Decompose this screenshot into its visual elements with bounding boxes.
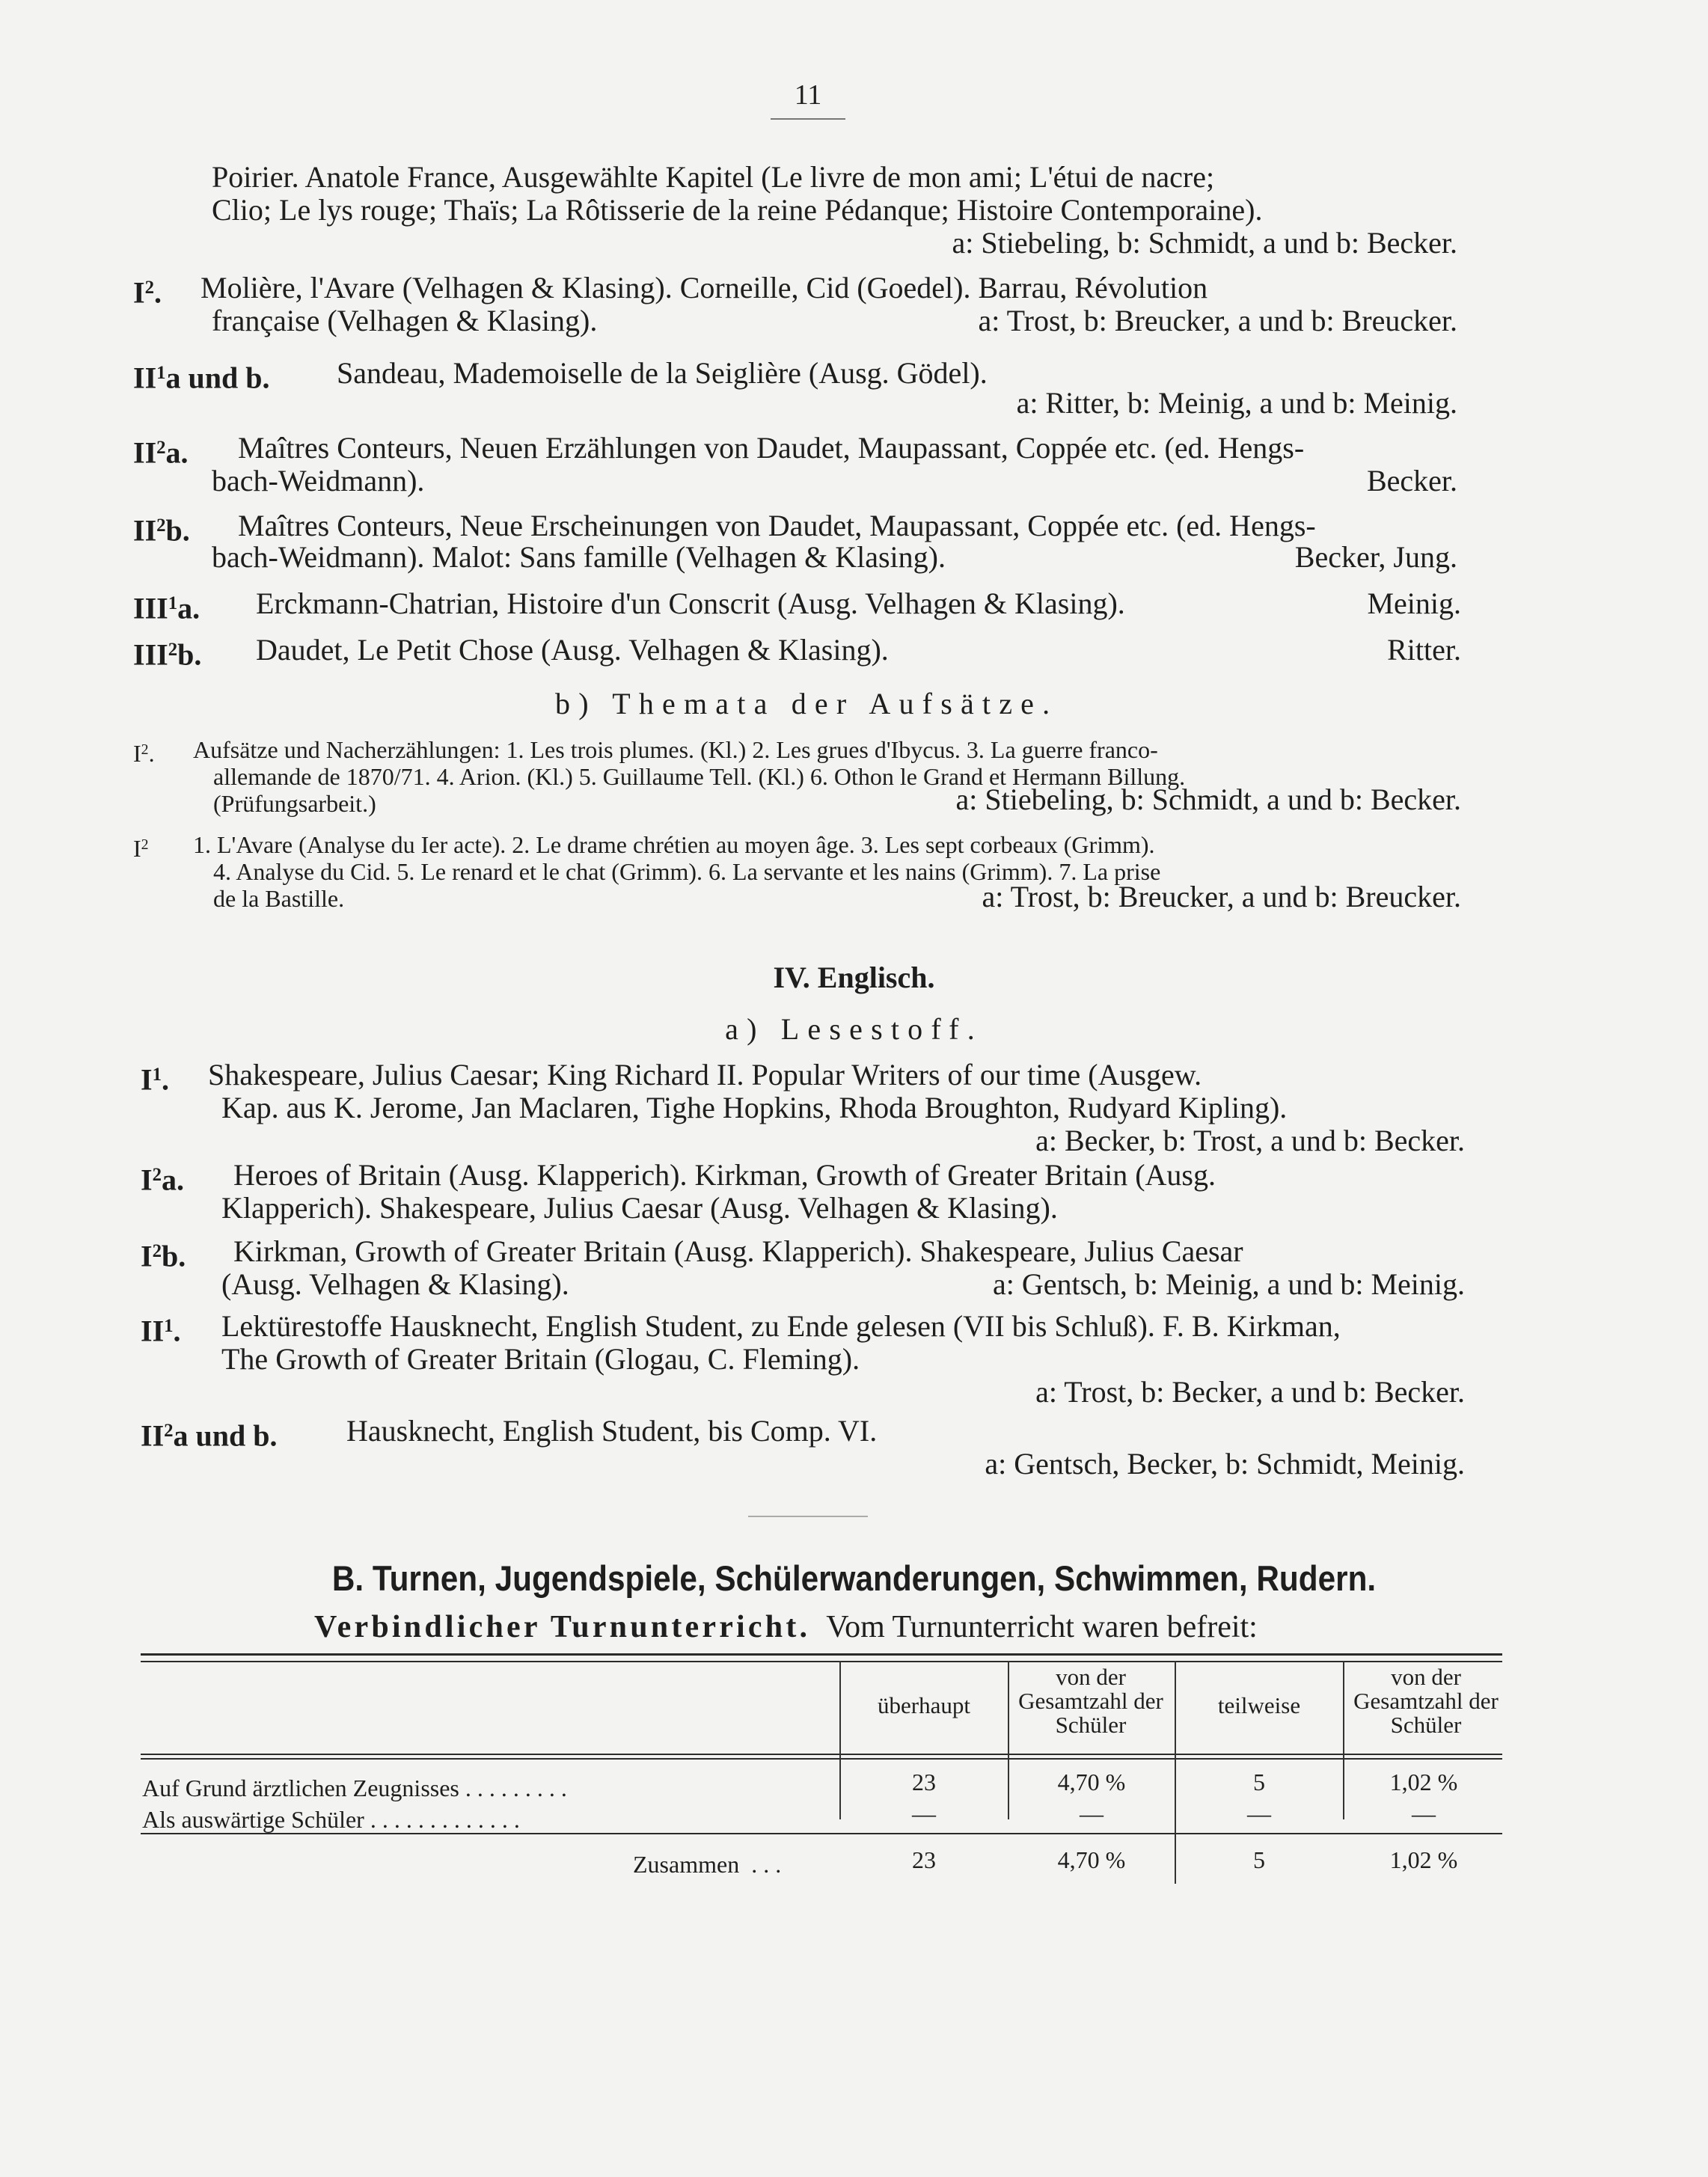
french-entry-6-label: III$^2$b. <box>133 637 202 672</box>
turnunterricht-line <box>314 1608 1258 1646</box>
french-entry-2-label: $II^1a$ und b. <box>133 361 270 395</box>
table-header-ueberhaupt: überhaupt <box>878 1692 970 1718</box>
themata-0-line-1: allemande de 1870/71. 4. Arion. (Kl.) 5. Guillaume Tell. (Kl.) 6. Othon le Grand et Hermann Billung. <box>213 763 1186 790</box>
table-row-1-value-1: — <box>1080 1800 1104 1827</box>
themata-1-line-1: 4. Analyse du Cid. 5. Le renard et le chat (Grimm). 6. La servante et les nains (Grimm). 7. La prise <box>213 858 1161 885</box>
english-entry-3-teacher: a: Trost, b: Becker, a und b: Becker. <box>1035 1375 1465 1409</box>
section-b-title: B. Turnen, Jugendspiele, Schülerwanderungen, Schwimmen, Rudern. <box>331 1558 1377 1598</box>
english-entry-2-label: $I^2b$. <box>141 1239 186 1273</box>
table-total-value-0: 23 <box>912 1846 936 1873</box>
table-row-0-label: Auf Grund ärztlichen Zeugnisses . . . . . . . . . <box>142 1775 567 1801</box>
english-entry-3-line-1: The Growth of Greater Britain (Glogau, C. Fleming). <box>221 1342 860 1376</box>
table-row-1-value-2: — <box>1247 1800 1271 1827</box>
turnunterricht-rest: Vom Turnunterricht waren befreit: <box>826 1610 1258 1644</box>
themata-0-teacher: a: Stiebeling, b: Schmidt, a und b: Becker. <box>955 783 1461 816</box>
english-entry-4-line-0: Hausknecht, English Student, bis Comp. VI. <box>346 1414 878 1448</box>
french-entry-3-label: $II^2a$. <box>133 435 189 470</box>
themata-0-line-2: (Prüfungsarbeit.) <box>213 790 376 817</box>
french-entry-5-line-0: Erckmann-Chatrian, Histoire d'un Conscrit (Ausg. Velhagen & Klasing). <box>256 587 1125 620</box>
french-entry-5-teacher: Meinig. <box>1367 587 1461 620</box>
table-header-teilweise: teilweise <box>1217 1692 1301 1718</box>
table-row-1-label: Als auswärtige Schüler . . . . . . . . . . . . . <box>142 1806 520 1833</box>
french-entry-2-line-0: Sandeau, Mademoiselle de la Seiglière (Ausg. Gödel). <box>337 356 988 390</box>
themata-0-label: $I^2$. <box>133 739 155 767</box>
english-entry-1-label: $I^2a$. <box>141 1163 184 1197</box>
table-header-rule <box>141 1754 1502 1755</box>
english-entry-3-line-0: Lektürestoffe Hausknecht, English Student, zu Ende gelesen (VII bis Schluß). F. B. Kirkman, <box>221 1309 1341 1343</box>
table-total-value-3: 1,02 % <box>1389 1846 1458 1873</box>
table-row-0-value-1: 4,70 % <box>1057 1769 1126 1795</box>
table-top-rule <box>141 1653 1502 1656</box>
french-entry-1-label: $I^2$. <box>133 275 162 310</box>
french-entry-2-teacher: a: Ritter, b: Meinig, a und b: Meinig. <box>1016 386 1457 420</box>
table-header-gesamtzahl-2: von der Gesamtzahl der Schüler <box>1353 1664 1499 1738</box>
french-entry-4-teacher: Becker, Jung. <box>1294 540 1457 574</box>
english-entry-3-label: $II^1$. <box>141 1314 181 1348</box>
turnunterricht-bold: Verbindlicher Turnunterricht. <box>314 1610 811 1644</box>
french-entry-6-teacher: Ritter. <box>1387 633 1461 667</box>
english-entry-0-line-0: Shakespeare, Julius Caesar; King Richard II. Popular Writers of our time (Ausgew. <box>208 1058 1202 1091</box>
french-entry-3-line-0: Maîtres Conteurs, Neuen Erzählungen von Daudet, Maupassant, Coppée etc. (ed. Hengs- <box>238 431 1305 465</box>
french-entry-3-teacher: Becker. <box>1366 464 1457 497</box>
french-entry-4-line-0: Maîtres Conteurs, Neue Erscheinungen von Daudet, Maupassant, Coppée etc. (ed. Hengs- <box>238 509 1316 542</box>
table-row-1-value-3: — <box>1412 1800 1436 1827</box>
table-row-0-value-3: 1,02 % <box>1389 1769 1458 1795</box>
themata-1-line-2: de la Bastille. <box>213 885 345 912</box>
french-entry-1-line-0: Molière, l'Avare (Velhagen & Klasing). Corneille, Cid (Goedel). Barrau, Révolution <box>201 271 1208 304</box>
table-row-0-value-0: 23 <box>912 1769 936 1795</box>
french-entry-0-line-0: Poirier. Anatole France, Ausgewählte Kapitel (Le livre de mon ami; L'étui de nacre; <box>212 160 1215 194</box>
french-entry-0-line-1: Clio; Le lys rouge; Thaïs; La Rôtisserie de la reine Pédanque; Histoire Contemporaine). <box>212 193 1263 227</box>
english-entry-4-label: $II^2a$ und b. <box>141 1418 278 1453</box>
english-entry-4-teacher: a: Gentsch, Becker, b: Schmidt, Meinig. <box>985 1447 1465 1481</box>
english-entry-0-label: $I^1$. <box>141 1062 169 1097</box>
english-entry-2-teacher: a: Gentsch, b: Meinig, a und b: Meinig. <box>992 1267 1465 1301</box>
english-entry-1-line-0: Heroes of Britain (Ausg. Klapperich). Kirkman, Growth of Greater Britain (Ausg. <box>233 1158 1216 1192</box>
table-total-value-2: 5 <box>1253 1846 1265 1873</box>
french-entry-4-label: $II^2b$. <box>133 513 190 548</box>
themata-1-teacher: a: Trost, b: Breucker, a und b: Breucker. <box>982 880 1461 913</box>
themata-0-line-0: Aufsätze und Nacherzählungen: 1. Les trois plumes. (Kl.) 2. Les grues d'Ibycus. 3. La guerre franco- <box>193 736 1158 763</box>
english-entry-2-line-0: Kirkman, Growth of Greater Britain (Ausg. Klapperich). Shakespeare, Julius Caesar <box>233 1234 1243 1268</box>
themata-heading: b) Themata der Aufsätze. <box>555 687 1059 720</box>
english-entry-1-line-1: Klapperich). Shakespeare, Julius Caesar (Ausg. Velhagen & Klasing). <box>221 1191 1058 1225</box>
themata-1-line-0: 1. L'Avare (Analyse du Ier acte). 2. Le drame chrétien au moyen âge. 3. Les sept corbeaux (Grimm). <box>193 831 1155 858</box>
page-number-rule <box>771 118 845 120</box>
english-entry-0-teacher: a: Becker, b: Trost, a und b: Becker. <box>1035 1124 1465 1157</box>
table-header-gesamtzahl-1: von der Gesamtzahl der Schüler <box>1018 1664 1163 1738</box>
french-entry-4-line-1: bach-Weidmann). Malot: Sans famille (Velhagen & Klasing). <box>212 540 946 574</box>
table-total-label: Zusammen . . . <box>633 1851 782 1878</box>
french-entry-6-line-0: Daudet, Le Petit Chose (Ausg. Velhagen & Klasing). <box>256 633 889 667</box>
lesestoff-heading: a) Lesestoff. <box>725 1012 983 1046</box>
page-number: 11 <box>794 79 822 111</box>
english-entry-0-line-1: Kap. aus K. Jerome, Jan Maclaren, Tighe Hopkins, Rhoda Broughton, Rudyard Kipling). <box>221 1091 1288 1124</box>
table-row-0-value-2: 5 <box>1253 1769 1265 1795</box>
french-entry-1-teacher: a: Trost, b: Breucker, a und b: Breucker. <box>978 304 1457 337</box>
table-top-rule-2 <box>141 1661 1502 1662</box>
french-entry-5-label: III$^1$a. <box>133 591 201 625</box>
french-entry-0-teacher: a: Stiebeling, b: Schmidt, a und b: Becker. <box>952 226 1457 260</box>
table-total-value-1: 4,70 % <box>1057 1846 1126 1873</box>
french-entry-3-line-1: bach-Weidmann). <box>212 464 425 497</box>
table-header-rule-2 <box>141 1758 1502 1760</box>
english-entry-2-line-1: (Ausg. Velhagen & Klasing). <box>221 1267 569 1301</box>
section-divider <box>748 1516 868 1517</box>
themata-1-label: $I^2$ <box>133 834 149 862</box>
table-row-1-value-0: — <box>912 1800 936 1827</box>
section-iv-title: IV. Englisch. <box>773 961 935 994</box>
french-entry-1-line-1: française (Velhagen & Klasing). <box>212 304 598 337</box>
